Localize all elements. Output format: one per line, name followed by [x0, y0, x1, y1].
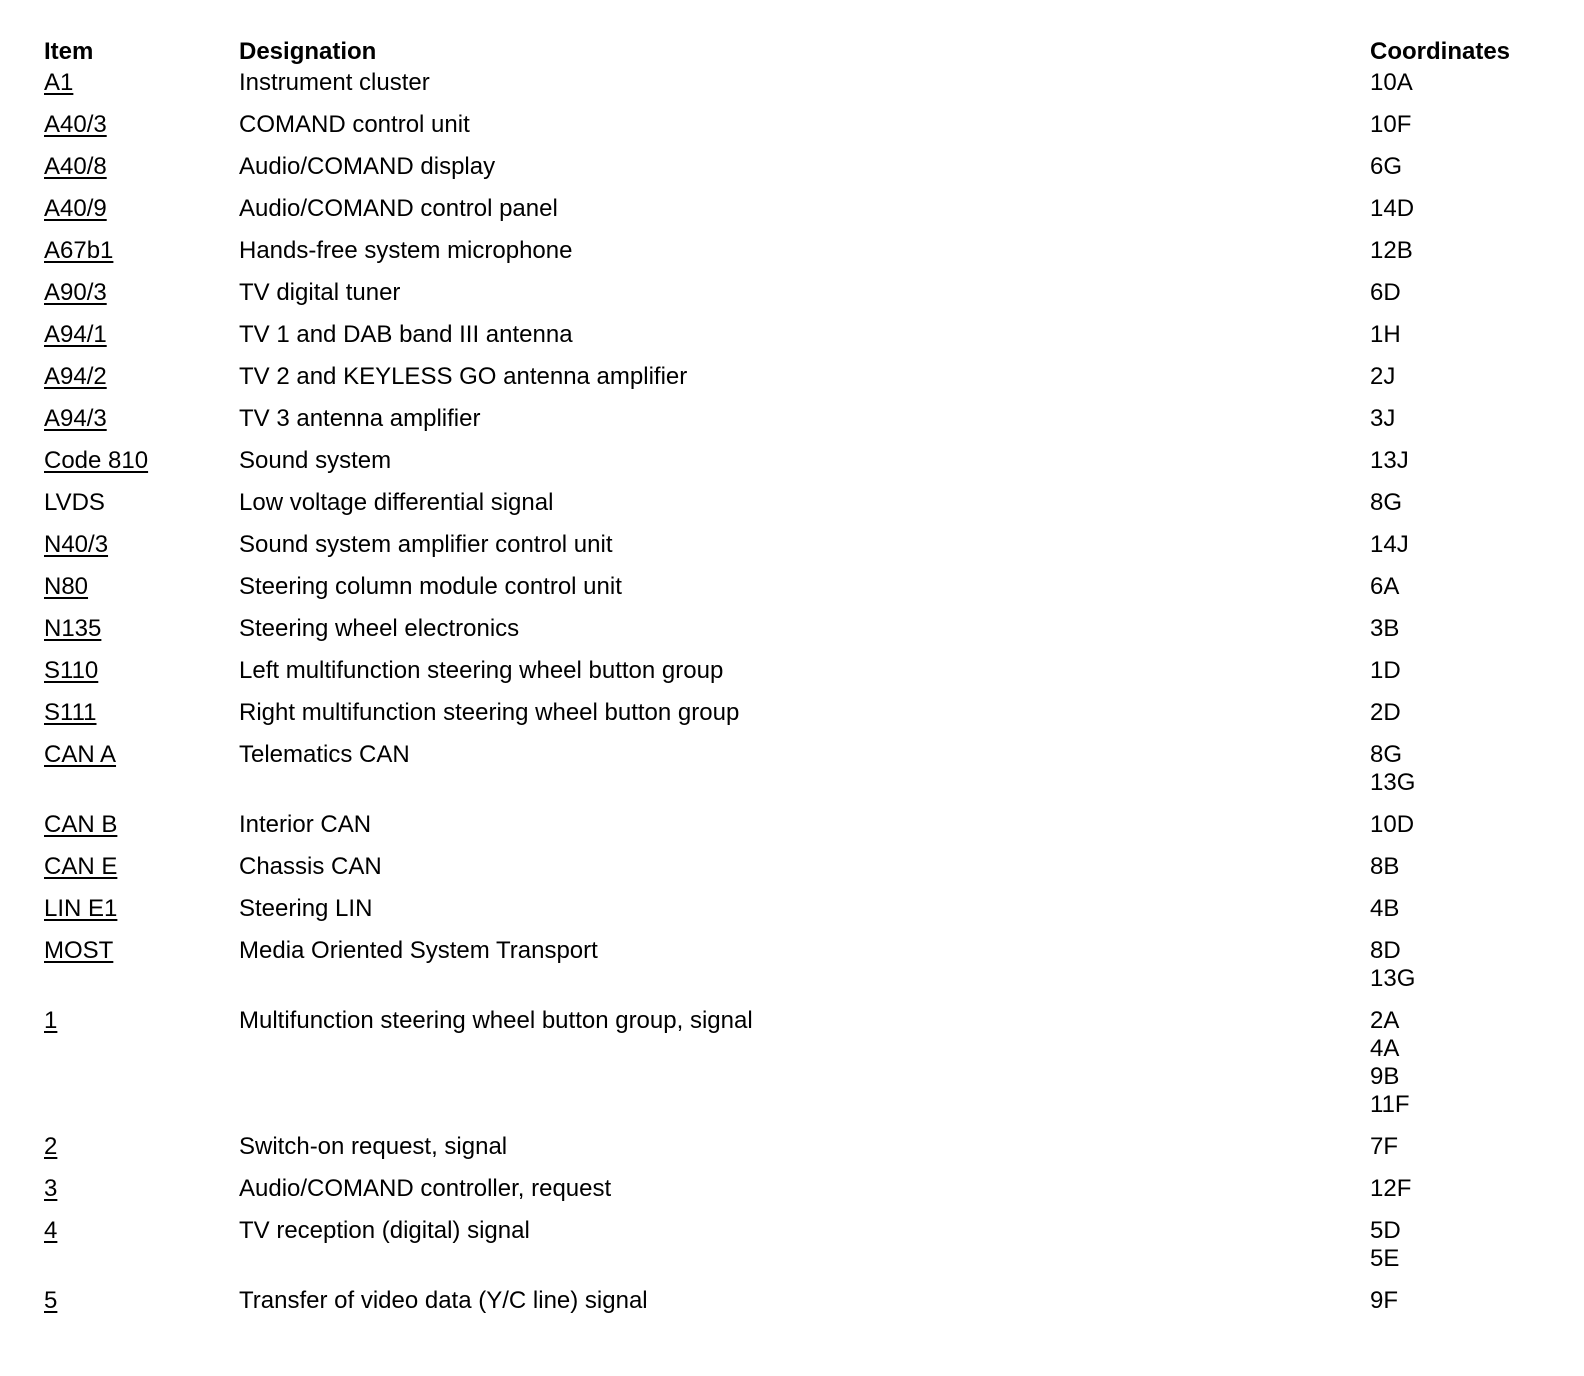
coordinate-value: 10F: [1370, 111, 1412, 138]
item-link[interactable]: 5: [44, 1287, 58, 1314]
coordinate-value: 9F: [1370, 1287, 1399, 1314]
item-link[interactable]: LIN E1: [44, 895, 118, 922]
designation-text: Steering wheel electronics: [239, 615, 520, 642]
designation-text: Audio/COMAND controller, request: [239, 1175, 612, 1202]
coordinates-cell: [1370, 153, 1402, 181]
coordinate-value: 11F: [1370, 1091, 1410, 1118]
coordinates-cell: [1370, 111, 1411, 139]
designation-text: Multifunction steering wheel button group, signal: [239, 1007, 753, 1034]
coordinate-value: 8B: [1370, 853, 1400, 880]
table-row: [44, 1217, 1544, 1287]
coordinates-cell: [1370, 657, 1401, 685]
coordinates-cell: [1370, 811, 1414, 839]
item-link[interactable]: A40/3: [44, 111, 107, 138]
item-link[interactable]: A90/3: [44, 279, 107, 306]
item-link[interactable]: A1: [44, 69, 74, 96]
coordinate-value: 14J: [1370, 531, 1409, 558]
coordinate-value: 13G: [1370, 769, 1416, 796]
designation-text: Right multifunction steering wheel button group: [239, 699, 740, 726]
coordinates-cell: [1370, 741, 1415, 797]
coordinate-value: 2D: [1370, 699, 1401, 726]
designation-text: TV 3 antenna amplifier: [239, 405, 481, 432]
item-link[interactable]: A40/9: [44, 195, 107, 222]
coordinates-cell: [1370, 195, 1414, 223]
coordinate-value: 2J: [1370, 363, 1396, 390]
coordinates-cell: [1370, 853, 1399, 881]
designation-text: Low voltage differential signal: [239, 489, 554, 516]
table-row: [44, 853, 1544, 895]
coordinate-value: 10D: [1370, 811, 1415, 838]
table-body: [44, 69, 1544, 1329]
table-row: [44, 321, 1544, 363]
table-row: [44, 111, 1544, 153]
designation-text: COMAND control unit: [239, 111, 470, 138]
coordinate-value: 13J: [1370, 447, 1409, 474]
item-link[interactable]: 1: [44, 1007, 58, 1034]
item-link[interactable]: N40/3: [44, 531, 109, 558]
coordinates-cell: [1370, 615, 1399, 643]
coordinate-value: 8G: [1370, 741, 1403, 768]
designation-text: Audio/COMAND control panel: [239, 195, 558, 222]
designation-text: Telematics CAN: [239, 741, 410, 768]
coordinate-value: 1D: [1370, 657, 1401, 684]
coordinates-cell: [1370, 531, 1409, 559]
designation-text: TV 1 and DAB band III antenna: [239, 321, 573, 348]
table-row: [44, 741, 1544, 811]
coordinate-value: 8D: [1370, 937, 1401, 964]
designation-text: TV reception (digital) signal: [239, 1217, 530, 1244]
coordinate-value: 3J: [1370, 405, 1396, 432]
header-item: Item: [44, 38, 94, 65]
coordinate-value: 6G: [1370, 153, 1403, 180]
coordinates-cell: [1370, 699, 1401, 727]
coordinate-value: 13G: [1370, 965, 1416, 992]
coordinates-cell: [1370, 1175, 1411, 1203]
designation-text: Sound system amplifier control unit: [239, 531, 613, 558]
coordinate-value: 10A: [1370, 69, 1413, 96]
item-link[interactable]: CAN B: [44, 811, 118, 838]
table-row: [44, 1287, 1544, 1329]
designation-text: TV digital tuner: [239, 279, 401, 306]
item-link[interactable]: Code 810: [44, 447, 149, 474]
coordinate-value: 5D: [1370, 1217, 1401, 1244]
item-code: LVDS: [44, 489, 105, 516]
item-link[interactable]: 3: [44, 1175, 58, 1202]
item-link[interactable]: MOST: [44, 937, 114, 964]
designation-text: Chassis CAN: [239, 853, 382, 880]
coordinate-value: 12B: [1370, 237, 1413, 264]
table-row: [44, 1133, 1544, 1175]
table-row: [44, 363, 1544, 405]
designation-text: Steering column module control unit: [239, 573, 622, 600]
designation-text: Audio/COMAND display: [239, 153, 496, 180]
coordinates-cell: [1370, 1217, 1401, 1273]
legend-table: [44, 35, 1544, 1329]
table-row: [44, 1007, 1544, 1133]
table-row: [44, 811, 1544, 853]
item-link[interactable]: S111: [44, 699, 97, 726]
designation-text: Transfer of video data (Y/C line) signal: [239, 1287, 648, 1314]
coordinate-value: 2A: [1370, 1007, 1400, 1034]
header-designation: Designation: [239, 38, 377, 65]
item-link[interactable]: A67b1: [44, 237, 114, 264]
coordinate-value: 12F: [1370, 1175, 1412, 1202]
item-link[interactable]: N80: [44, 573, 89, 600]
header-coordinates: Coordinates: [1370, 38, 1511, 65]
coordinates-cell: [1370, 573, 1399, 601]
coordinate-value: 3B: [1370, 615, 1400, 642]
table-row: [44, 195, 1544, 237]
coordinates-cell: [1370, 69, 1413, 97]
table-row: [44, 447, 1544, 489]
coordinate-value: 14D: [1370, 195, 1415, 222]
item-link[interactable]: S110: [44, 657, 99, 684]
table-row: [44, 531, 1544, 573]
item-link[interactable]: N135: [44, 615, 102, 642]
table-row: [44, 237, 1544, 279]
designation-text: Media Oriented System Transport: [239, 937, 598, 964]
table-row: [44, 153, 1544, 195]
table-row: [44, 699, 1544, 741]
table-row: [44, 489, 1544, 531]
designation-text: Hands-free system microphone: [239, 237, 573, 264]
designation-text: Sound system: [239, 447, 392, 474]
item-link[interactable]: CAN A: [44, 741, 117, 768]
coordinates-cell: [1370, 405, 1395, 433]
coordinates-cell: [1370, 447, 1409, 475]
table-row: [44, 573, 1544, 615]
table-row: [44, 895, 1544, 937]
item-link[interactable]: 2: [44, 1133, 58, 1160]
table-row: [44, 1175, 1544, 1217]
table-row: [44, 937, 1544, 1007]
designation-text: Switch-on request, signal: [239, 1133, 508, 1160]
coordinates-cell: [1370, 1007, 1410, 1119]
coordinates-cell: [1370, 1133, 1398, 1161]
coordinates-cell: [1370, 279, 1401, 307]
coordinate-value: 9B: [1370, 1063, 1400, 1090]
designation-text: Instrument cluster: [239, 69, 430, 96]
table-row: [44, 615, 1544, 657]
item-link[interactable]: A40/8: [44, 153, 107, 180]
coordinate-value: 7F: [1370, 1133, 1399, 1160]
item-link[interactable]: A94/2: [44, 363, 107, 390]
item-link[interactable]: 4: [44, 1217, 58, 1244]
coordinate-value: 4A: [1370, 1035, 1400, 1062]
designation-text: Left multifunction steering wheel button group: [239, 657, 724, 684]
coordinates-cell: [1370, 895, 1399, 923]
table-header: [44, 35, 1544, 69]
designation-text: Interior CAN: [239, 811, 372, 838]
coordinate-value: 1H: [1370, 321, 1401, 348]
designation-text: Steering LIN: [239, 895, 373, 922]
coordinates-cell: [1370, 937, 1415, 993]
item-link[interactable]: A94/1: [44, 321, 107, 348]
coordinate-value: 4B: [1370, 895, 1400, 922]
table-row: [44, 657, 1544, 699]
coordinate-value: 6A: [1370, 573, 1400, 600]
item-link[interactable]: CAN E: [44, 853, 118, 880]
coordinate-value: 6D: [1370, 279, 1401, 306]
table-row: [44, 69, 1544, 111]
coordinates-cell: [1370, 1287, 1398, 1315]
table-row: [44, 405, 1544, 447]
table-row: [44, 279, 1544, 321]
coordinates-cell: [1370, 489, 1402, 517]
item-link[interactable]: A94/3: [44, 405, 107, 432]
coordinates-cell: [1370, 237, 1413, 265]
designation-text: TV 2 and KEYLESS GO antenna amplifier: [239, 363, 688, 390]
coordinates-cell: [1370, 363, 1395, 391]
coordinates-cell: [1370, 321, 1401, 349]
coordinate-value: 8G: [1370, 489, 1403, 516]
coordinate-value: 5E: [1370, 1245, 1400, 1272]
